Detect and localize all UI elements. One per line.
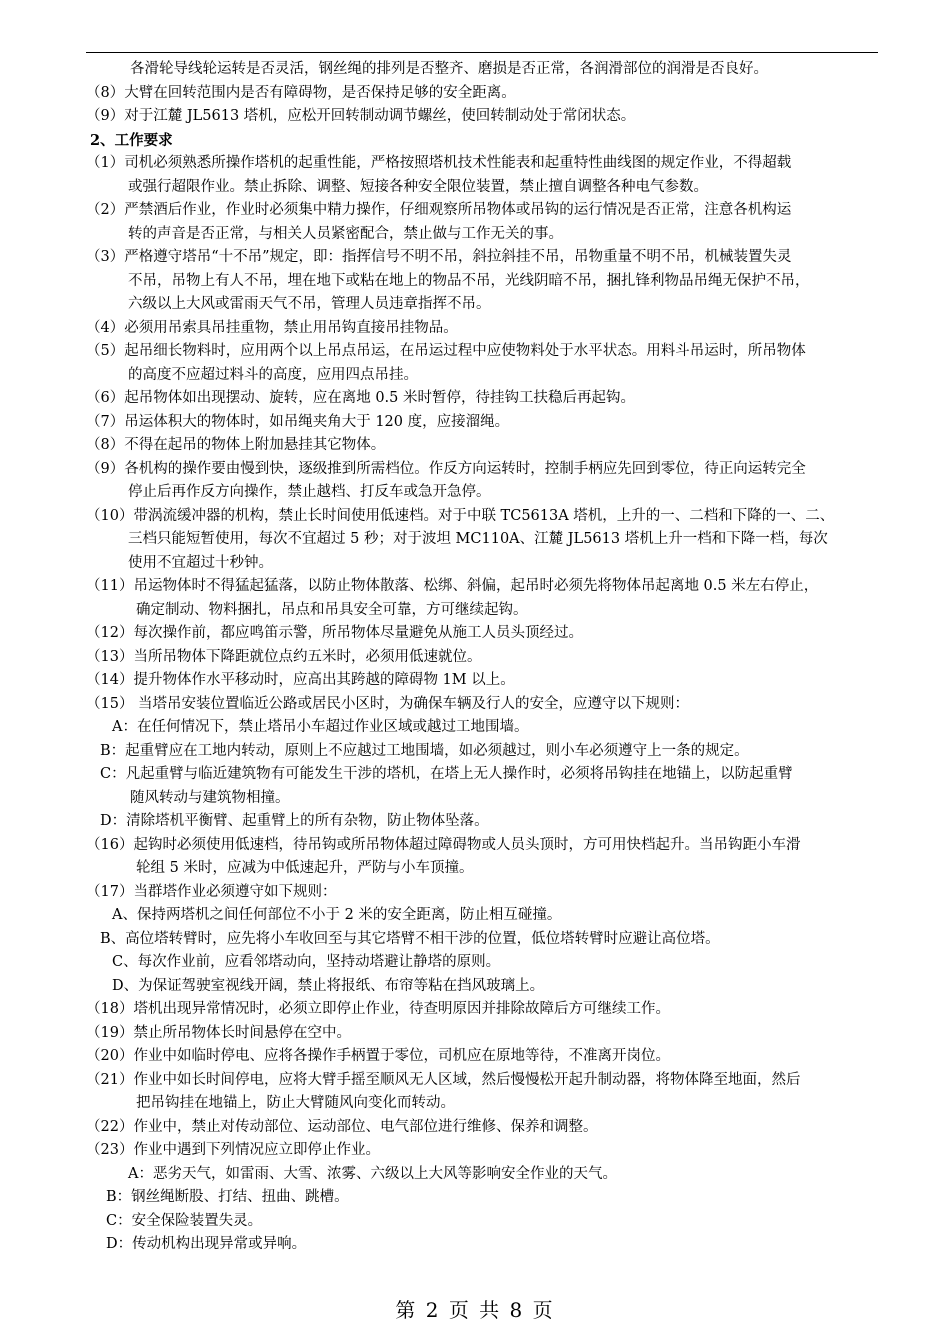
text-line: （21）作业中如长时间停电，应将大臂手摇至顺风无人区域，然后慢慢松开起升制动器，将物体降至地面，然后 [86, 1071, 801, 1088]
text-line: 各滑轮导线轮运转是否灵活，钢丝绳的排列是否整齐、磨损是否正常，各润滑部位的润滑是否良好。 [130, 61, 768, 77]
header-rule [86, 52, 878, 53]
text-line: 转的声音是否正常，与相关人员紧密配合，禁止做与工作无关的事。 [128, 225, 563, 242]
text-line: 的高度不应超过料斗的高度，应用四点吊挂。 [128, 366, 418, 383]
text-line: 随风转动与建筑物相撞。 [130, 789, 290, 806]
text-line: （15） 当塔吊安装位置临近公路或居民小区时，为确保车辆及行人的安全，应遵守以下规则： [86, 695, 690, 712]
text-line: （3）严格遵守塔吊“十不吊”规定，即：指挥信号不明不吊，斜拉斜挂不吊，吊物重量不明不吊，机械装置失灵 [86, 249, 792, 265]
document-body [86, 58, 886, 1257]
text-line: 使用不宜超过十秒钟。 [128, 554, 273, 571]
text-line: 或强行超限作业。禁止拆除、调整、短接各种安全限位装置，禁止擅自调整各种电气参数。 [128, 178, 708, 195]
text-line: （14）提升物体作水平移动时，应高出其跨越的障碍物 1M 以上。 [86, 672, 515, 688]
section-heading: 2、工作要求 [90, 131, 173, 149]
text-line: （22）作业中，禁止对传动部位、运动部位、电气部位进行维修、保养和调整。 [86, 1118, 598, 1135]
text-line: B：起重臂应在工地内转动，原则上不应越过工地围墙，如必须越过，则小车必须遵守上一条的规定。 [100, 742, 749, 759]
text-line: （12）每次操作前，都应鸣笛示警，所吊物体尽量避免从施工人员头顶经过。 [86, 625, 583, 641]
text-line: （10）带涡流缓冲器的机构，禁止长时间使用低速档。对于中联 TC5613A 塔机，上升的一、二档和下降的一、二、 [86, 507, 835, 524]
text-line: （20）作业中如临时停电、应将各操作手柄置于零位，司机应在原地等待，不准离开岗位。 [86, 1048, 670, 1064]
text-line: D：传动机构出现异常或异响。 [106, 1236, 307, 1252]
text-line: A：恶劣天气，如雷雨、大雪、浓雾、六级以上大风等影响安全作业的天气。 [128, 1165, 617, 1182]
text-line: C、每次作业前，应看邻塔动向，坚持动塔避让静塔的原则。 [112, 954, 501, 970]
text-line: （11）吊运物体时不得猛起猛落，以防止物体散落、松绑、斜偏，起吊时必须先将物体吊起离地 0.5 米左右停止， [86, 578, 819, 594]
text-line: （23）作业中遇到下列情况应立即停止作业。 [86, 1142, 380, 1158]
text-line: 轮组 5 米时，应减为中低速起升，严防与小车顶撞。 [136, 860, 474, 876]
text-line: A、保持两塔机之间任何部位不小于 2 米的安全距离，防止相互碰撞。 [112, 907, 562, 923]
text-line: （13）当所吊物体下降距就位点约五米时，必须用低速就位。 [86, 648, 482, 665]
text-line: （19）禁止所吊物体长时间悬停在空中。 [86, 1024, 351, 1041]
text-line: D、为保证驾驶室视线开阔，禁止将报纸、布帘等粘在挡风玻璃上。 [112, 977, 545, 994]
text-line: （16）起钩时必须使用低速档，待吊钩或所吊物体超过障碍物或人员头顶时，方可用快档起升。当吊钩距小车滑 [86, 836, 801, 853]
text-line: （8）大臂在回转范围内是否有障碍物，是否保持足够的安全距离。 [86, 84, 516, 101]
text-line: （7）吊运体积大的物体时，如吊绳夹角大于 120 度，应接溜绳。 [86, 413, 510, 430]
text-line: B、高位塔转臂时，应先将小车收回至与其它塔臂不相干涉的位置，低位塔转臂时应避让高位塔。 [100, 930, 720, 947]
text-line: （2）严禁酒后作业，作业时必须集中精力操作，仔细观察所吊物体或吊钩的运行情况是否正常，注意各机构运 [86, 202, 792, 218]
text-line: （6）起吊物体如出现摆动、旋转，应在离地 0.5 米时暂停，待挂钩工扶稳后再起钩。 [86, 390, 636, 406]
text-line: 六级以上大风或雷雨天气不吊，管理人员违章指挥不吊。 [128, 296, 491, 312]
text-line: 三档只能短暂使用，每次不宜超过 5 秒；对于波坦 MC110A、江麓 JL5613 塔机上升一档和下降一档，每次 [128, 531, 828, 547]
text-line: 停止后再作反方向操作，禁止越档、打反车或急开急停。 [128, 484, 491, 500]
text-line: （9）对于江麓 JL5613 塔机，应松开回转制动调节螺丝，使回转制动处于常闭状态。 [86, 108, 636, 124]
text-line: （1）司机必须熟悉所操作塔机的起重性能，严格按照塔机技术性能表和起重特性曲线图的规定作业，不得超载 [86, 155, 792, 171]
text-line: C：安全保险装置失灵。 [106, 1212, 263, 1229]
text-line: （18）塔机出现异常情况时，必须立即停止作业，待查明原因并排除故障后方可继续工作。 [86, 1001, 670, 1017]
text-line: （4）必须用吊索具吊挂重物，禁止用吊钩直接吊挂物品。 [86, 319, 458, 336]
text-line: （5）起吊细长物料时，应用两个以上吊点吊运，在吊运过程中应使物料处于水平状态。用料斗吊运时，所吊物体 [86, 343, 806, 359]
text-line: 把吊钩挂在地锚上，防止大臂随风向变化而转动。 [136, 1095, 455, 1111]
text-line: （17）当群塔作业必须遵守如下规则： [86, 883, 337, 900]
text-line: 不吊，吊物上有人不吊，埋在地下或粘在地上的物品不吊，光线阴暗不吊，捆扎锋利物品吊绳无保护不吊， [128, 272, 810, 289]
page-footer: 第 2 页 共 8 页 [395, 1298, 555, 1322]
text-line: （8）不得在起吊的物体上附加悬挂其它物体。 [86, 437, 386, 453]
text-line: D：清除塔机平衡臂、起重臂上的所有杂物，防止物体坠落。 [100, 813, 489, 829]
text-line: A：在任何情况下，禁止塔吊小车超过作业区域或越过工地围墙。 [112, 719, 529, 735]
text-line: B：钢丝绳断股、打结、扭曲、跳槽。 [106, 1189, 349, 1205]
text-line: （9）各机构的操作要由慢到快，逐级推到所需档位。作反方向运转时，控制手柄应先回到零位，待正向运转完全 [86, 460, 806, 477]
text-line: C：凡起重臂与临近建筑物有可能发生干涉的塔机，在塔上无人操作时，必须将吊钩挂在地锚上，以防起重臂 [100, 766, 793, 782]
text-line: 确定制动、物料捆扎，吊点和吊具安全可靠，方可继续起钩。 [136, 601, 528, 618]
